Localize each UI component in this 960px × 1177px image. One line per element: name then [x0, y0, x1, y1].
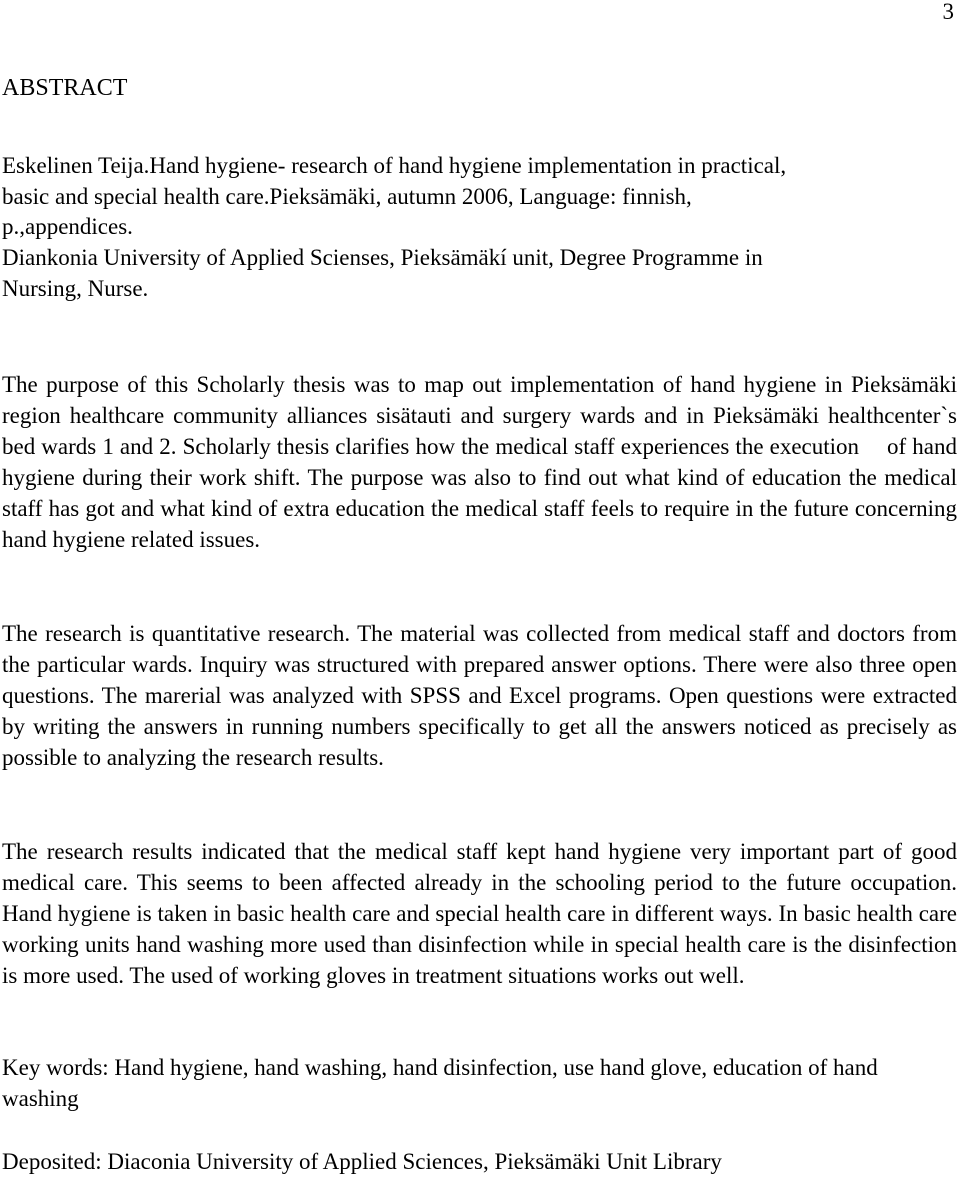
keywords-paragraph: Key words: Hand hygiene, hand washing, hand disinfection, use hand glove, education of hand washing [2, 1055, 878, 1111]
purpose-text-a: The purpose of this Scholarly thesis was to map out implementation of hand hygiene in Pieksämäki region healthcare community alliances sisätauti and surgery wards and in Pieksämäki healthcenter`s bed wards 1 and 2. Scholarly thesis clarifies how the medical staff experiences the execution [2, 372, 957, 459]
meta-line-author-title: Eskelinen Teija.Hand hygiene- research of hand hygiene implementation in practical, [2, 153, 787, 178]
meta-line-institution: Diankonia University of Applied Scienses, Pieksämäkí unit, Degree Programme in [2, 245, 763, 271]
purpose-text-b: of hand hygiene during their work shift. The purpose was also to find out what kind of education the medical staff has got and what kind of extra education the medical staff feels to require in the future concerning hand hygiene related issues. [2, 434, 957, 552]
meta-line-pages: p.,appendices. [2, 214, 133, 240]
bibliographic-info [2, 151, 942, 305]
page-number: 3 [942, 0, 954, 24]
meta-line-place-date-language: basic and special health care.Pieksämäki, autumn 2006, Language: finnish, [2, 183, 692, 209]
deposited-line: Deposited: Diaconia University of Applied Sciences, Pieksämäki Unit Library [2, 1149, 722, 1174]
meta-line-programme: Nursing, Nurse. [2, 275, 149, 301]
results-paragraph: The research results indicated that the medical staff kept hand hygiene very important part of good medical care. This seems to been affected already in the schooling period to the future occupation. Hand hygiene is taken in basic health care and special health care in different ways. In basic health care working units hand washing more used than disinfection while in special health care is the disinfection is more used. The used of working gloves in treatment situations works out well. [2, 839, 957, 988]
method-paragraph: The research is quantitative research. The material was collected from medical staff and doctors from the particular wards. Inquiry was structured with prepared answer options. There were also three open questions. The marerial was analyzed with SPSS and Excel programs. Open questions were extracted by writing the answers in running numbers specifically to get all the answers noticed as precisely as possible to analyzing the research results. [2, 621, 957, 770]
abstract-heading: ABSTRACT [2, 75, 128, 101]
purpose-paragraph [2, 369, 957, 555]
